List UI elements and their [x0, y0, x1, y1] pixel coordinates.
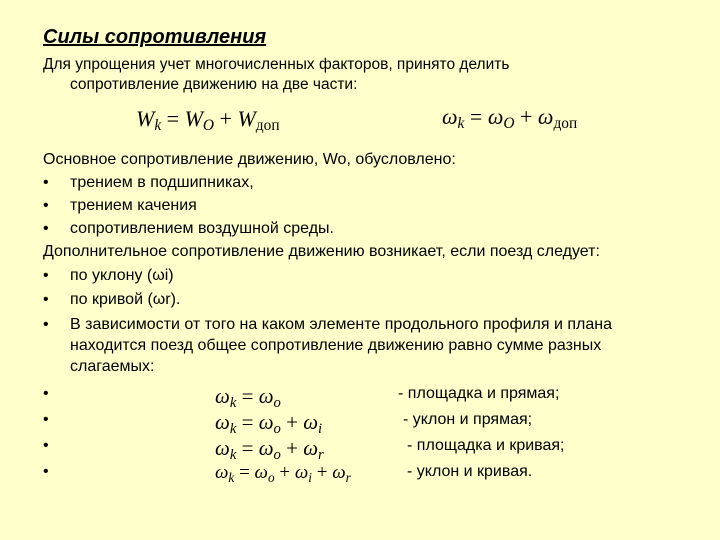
bullet-marker: •	[43, 291, 49, 308]
formula-case-1: $\omega_k = \omega_o$	[215, 384, 281, 411]
sum-item-line-1: В зависимости от того на каком элементе продольного профиля и плана	[70, 316, 613, 333]
bullet-marker: •	[43, 437, 49, 454]
intro-line-2: сопротивление движению на две части:	[70, 76, 358, 93]
formula-case-2: $\omega_k = \omega_o + \omega_i$	[215, 410, 323, 437]
case-label-4: - уклон и кривая.	[407, 463, 533, 480]
basic-item: трением качения	[70, 197, 197, 214]
formula-resistance-omega: $\omega_k = \omega_O + \omega_{доп}$	[442, 104, 578, 132]
bullet-marker: •	[43, 385, 49, 402]
extra-heading: Дополнительное сопротивление движению возникает, если поезд следует:	[43, 243, 600, 260]
page-title: Силы сопротивления	[43, 26, 267, 48]
bullet-marker: •	[43, 197, 49, 214]
bullet-marker: •	[43, 411, 49, 428]
bullet-marker: •	[43, 316, 49, 333]
formula-case-3: $\omega_k = \omega_o + \omega_r$	[215, 436, 324, 463]
extra-item: по кривой (ωr).	[70, 291, 181, 308]
formula-resistance-w: $W_k = W_O + W_{доп}$	[136, 106, 280, 134]
sum-item-line-2: находится поезд общее сопротивление движению равно сумме разных	[70, 337, 602, 354]
basic-item: сопротивлением воздушной среды.	[70, 220, 334, 237]
formula-case-4: $\omega_k = \omega_o + \omega_i + \omega_r$	[215, 462, 351, 485]
bullet-marker: •	[43, 267, 49, 284]
bullet-marker: •	[43, 220, 49, 237]
case-label-3: - площадка и кривая;	[407, 437, 565, 454]
case-label-2: - уклон и прямая;	[403, 411, 533, 428]
basic-heading: Основное сопротивление движению, Wo, обусловлено:	[43, 151, 456, 168]
case-label-1: - площадка и прямая;	[398, 385, 560, 402]
sum-item-line-3: слагаемых:	[70, 358, 155, 375]
bullet-marker: •	[43, 174, 49, 191]
basic-item: трением в подшипниках,	[70, 174, 254, 191]
bullet-marker: •	[43, 463, 49, 480]
extra-item: по уклону (ωi)	[70, 267, 174, 284]
intro-line-1: Для упрощения учет многочисленных факторов, принято делить	[43, 56, 510, 73]
